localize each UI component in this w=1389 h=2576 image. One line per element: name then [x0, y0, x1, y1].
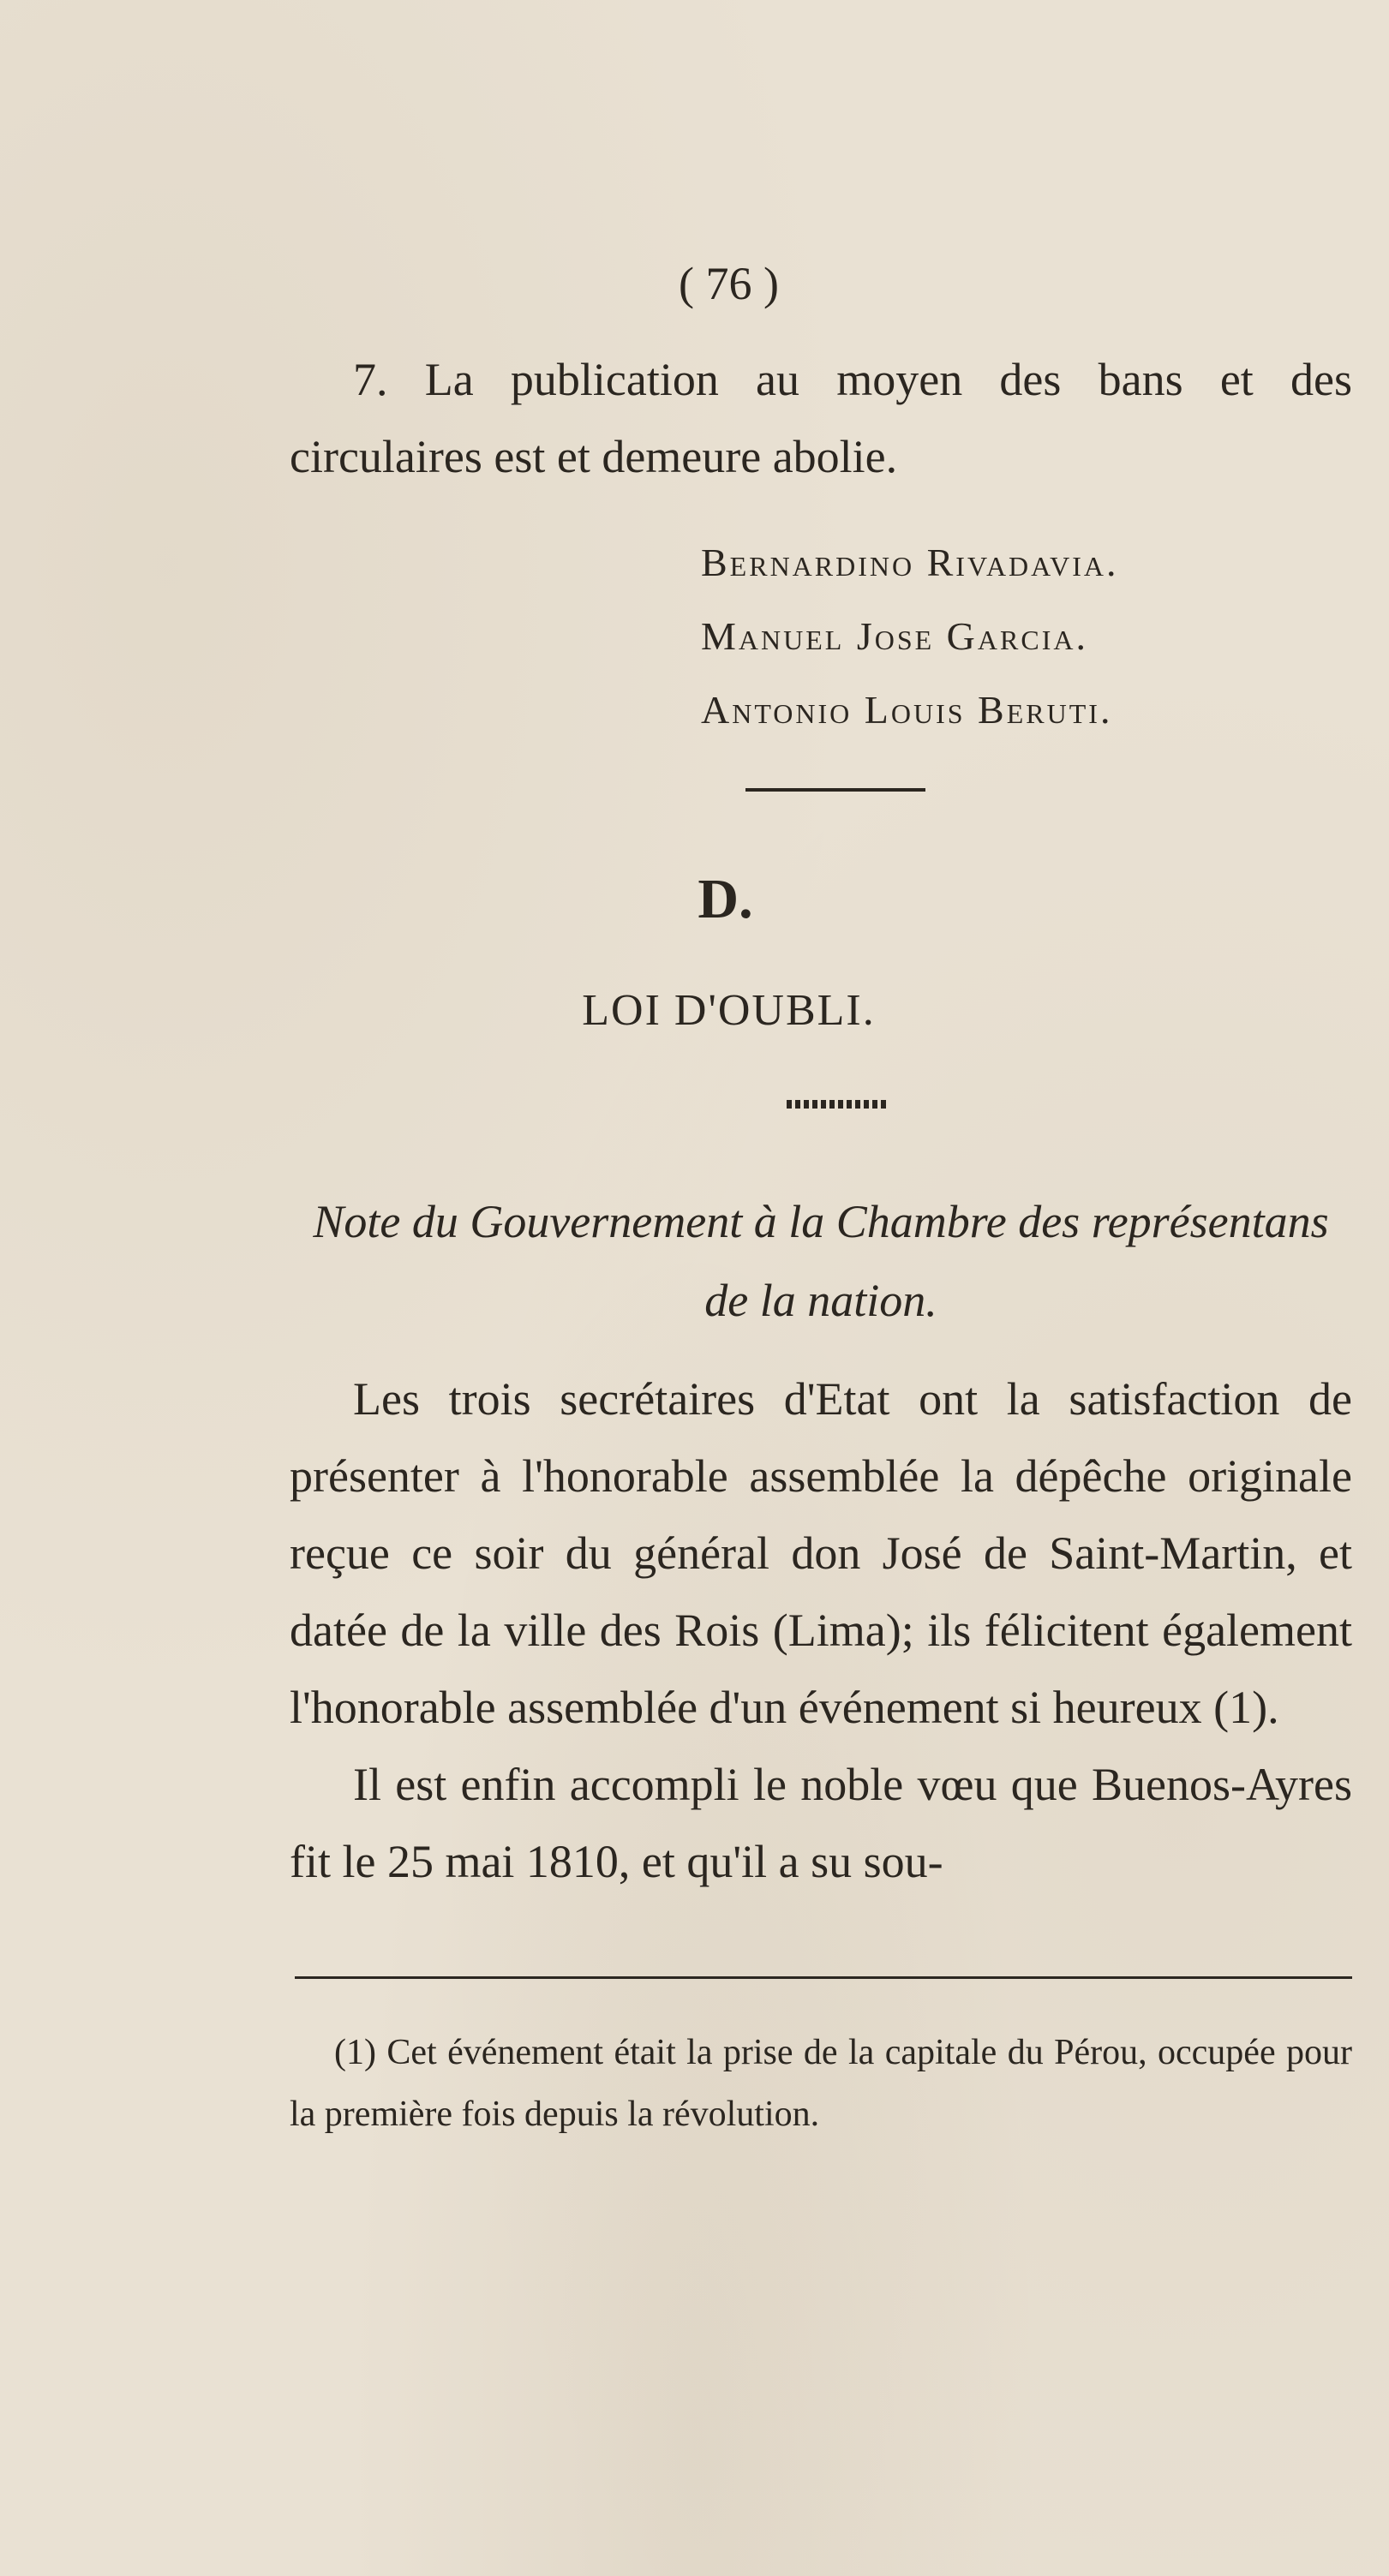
separator-rule	[745, 788, 925, 792]
body-text	[290, 1360, 1352, 1900]
signature-3: Antonio Louis Beruti.	[701, 688, 1113, 732]
footnote-text: (1) Cet événement était la prise de la capitale du Pérou, occupée pour la première fois depuis la révolution.	[290, 2033, 1352, 2134]
page-number: ( 76 )	[679, 258, 779, 309]
footnote-rule	[295, 1976, 1352, 1979]
section-letter: D.	[697, 868, 753, 930]
ornament-divider	[787, 1100, 889, 1109]
signature-1: Bernardino Rivadavia.	[701, 541, 1119, 584]
body-paragraph-1: Les trois secrétaires d'Etat ont la satisfaction de présenter à l'honorable assemblée la dépêche originale reçue ce soir du général don José de Saint-Martin, et datée de la ville des Rois (Lima); ils félicitent également l'honorable assemblée d'un événement si heureux (1).	[290, 1373, 1352, 1733]
article-7-text: 7. La publication au moyen des bans et des circulaires est et demeure abolie.	[290, 354, 1352, 482]
signature-2: Manuel Jose Garcia.	[701, 614, 1088, 658]
section-title: LOI D'OUBLI.	[582, 986, 876, 1035]
body-paragraph-2: Il est enfin accompli le noble vœu que Buenos-Ayres fit le 25 mai 1810, et qu'il a su sou-	[290, 1759, 1352, 1887]
note-title: Note du Gouvernement à la Chambre des représentans de la nation.	[313, 1196, 1329, 1326]
article-7-block	[290, 341, 1352, 495]
